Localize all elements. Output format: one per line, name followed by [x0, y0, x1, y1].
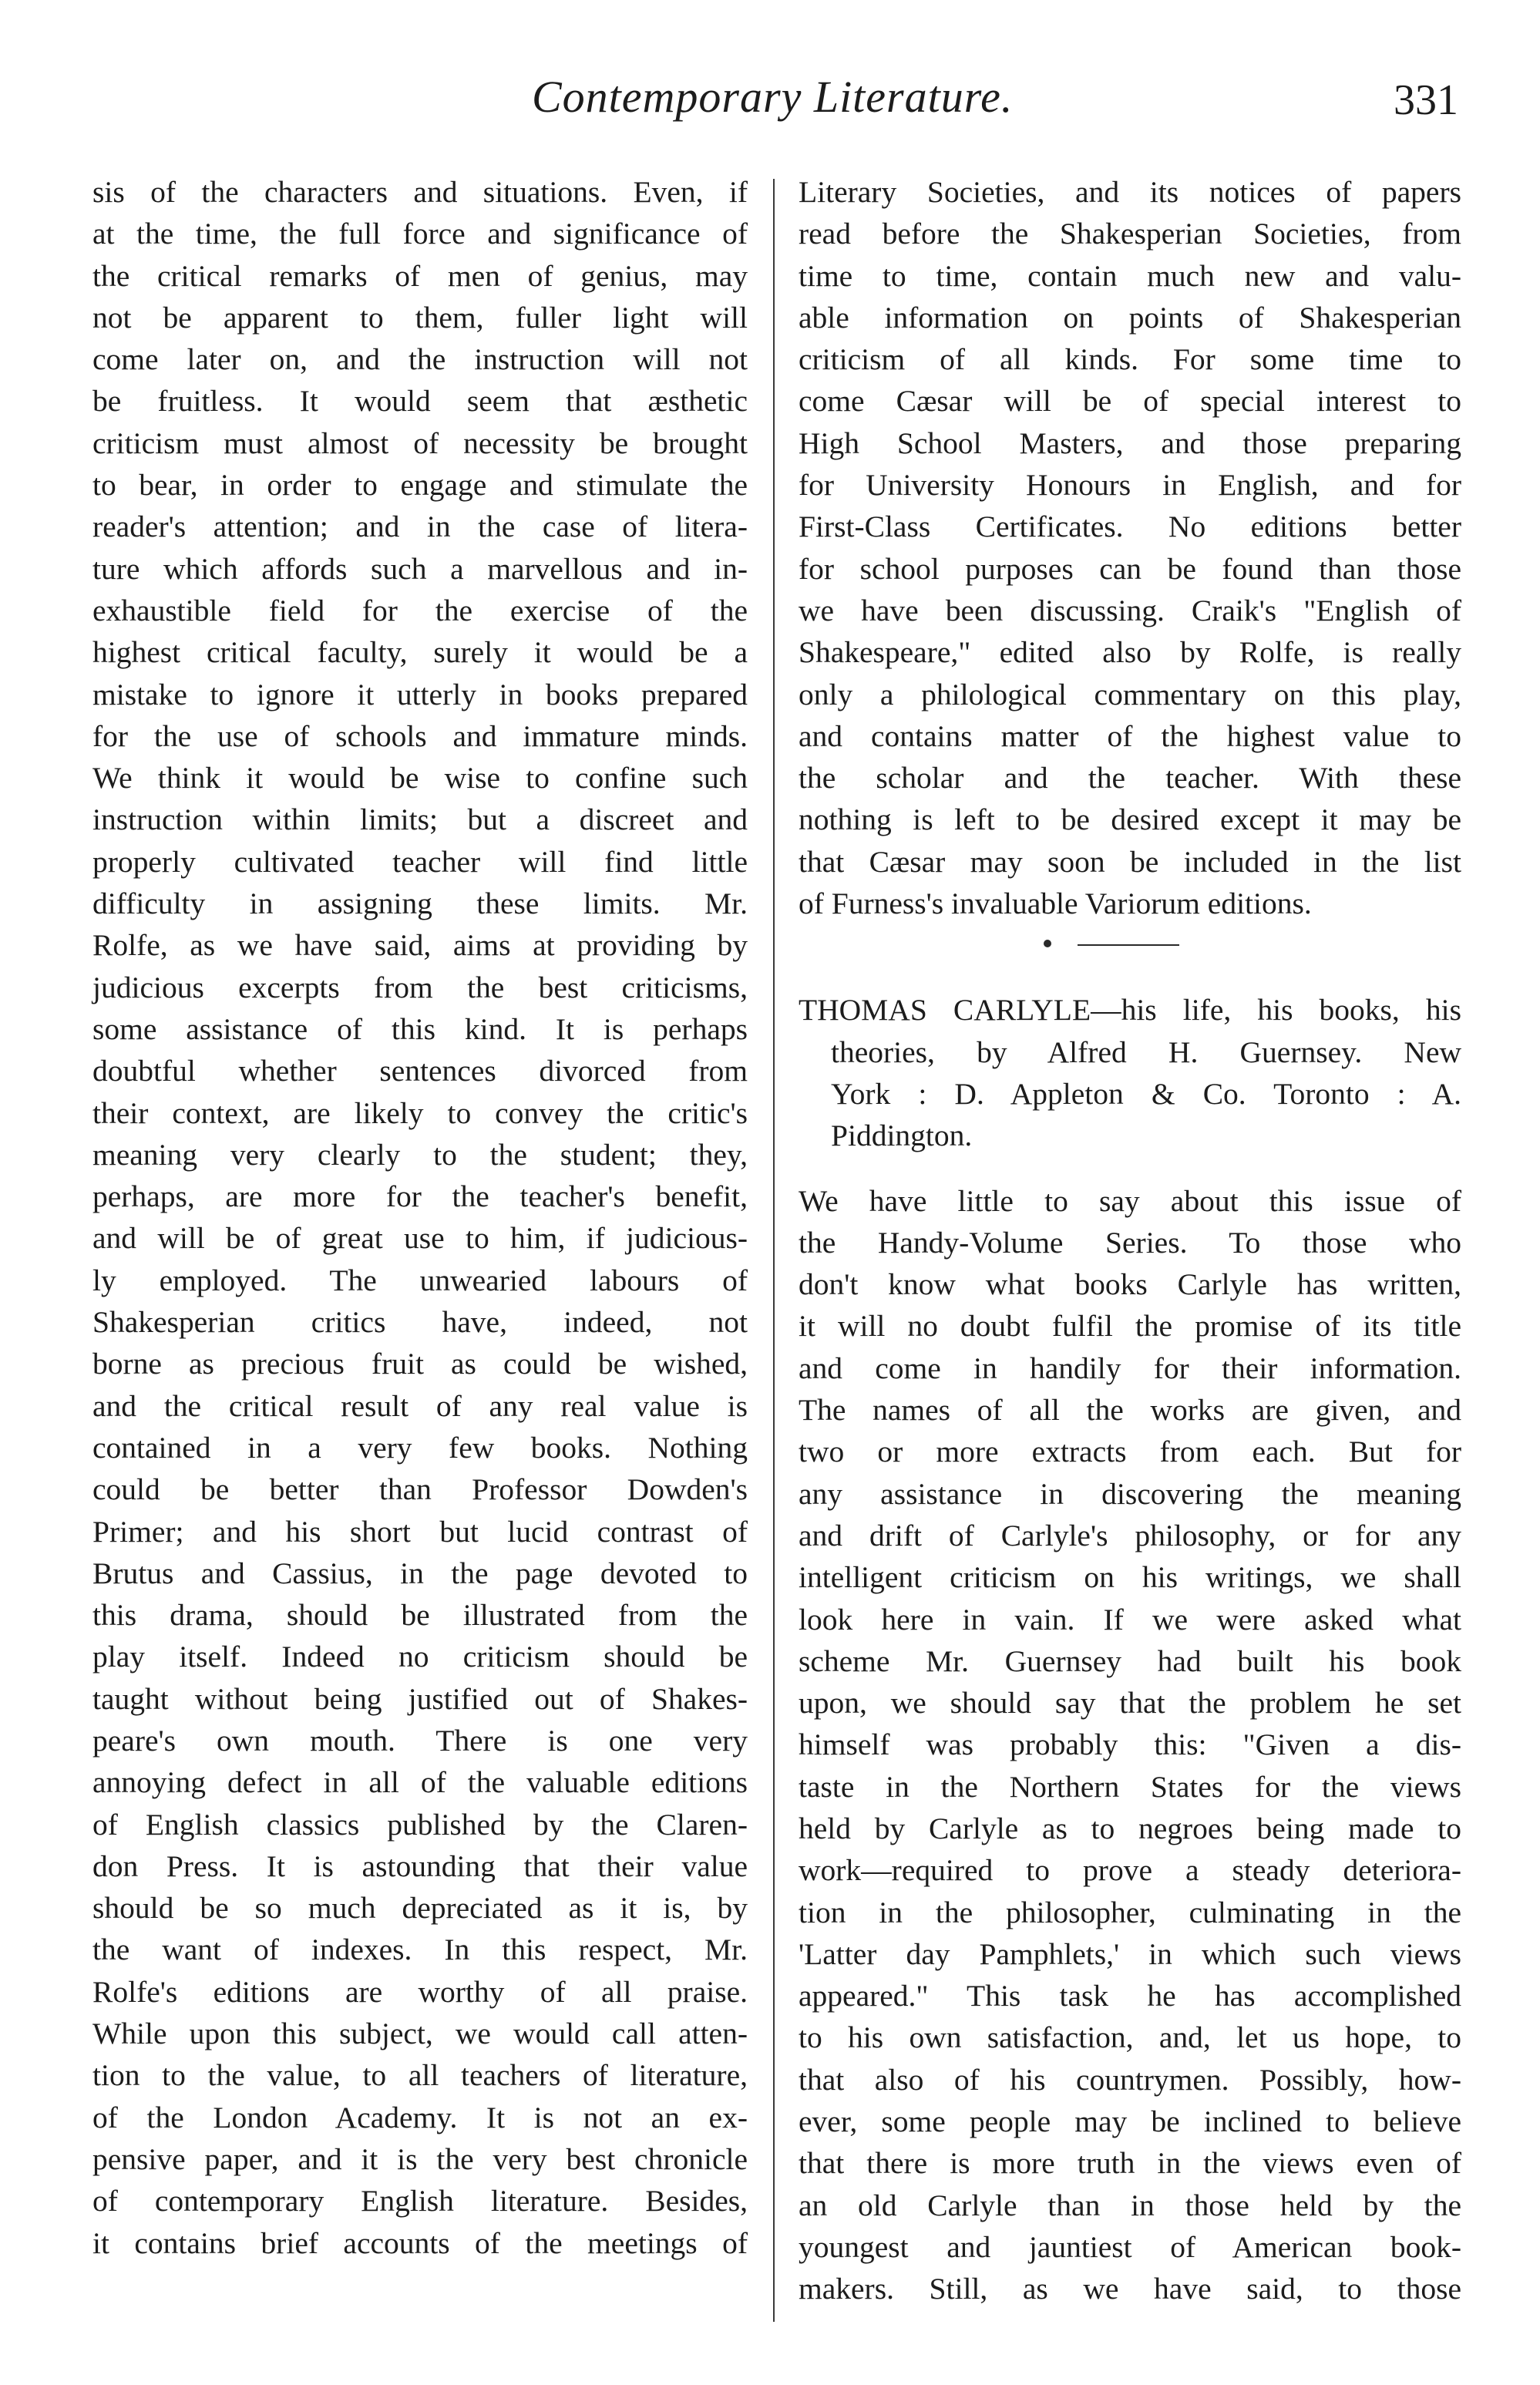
text-line: nothing is left to be desired except it may be — [799, 802, 1461, 837]
text-line: we have been discussing. Craik's "English of — [799, 593, 1461, 627]
text-line: makers. Still, as we have said, to those — [799, 2272, 1461, 2306]
text-line: pensive paper, and it is the very best chronicle — [92, 2141, 748, 2176]
text-line: peare's own mouth. There is one very — [92, 1723, 748, 1758]
text-line: held by Carlyle as to negroes being made to — [799, 1811, 1461, 1845]
text-line: don't know what books Carlyle has written, — [799, 1267, 1461, 1302]
text-line: to his own satisfaction, and, let us hope, to — [799, 2020, 1461, 2055]
spacer — [799, 966, 1461, 989]
text-line: and will be of great use to him, if judicious- — [92, 1221, 748, 1256]
text-line: ever, some people may be inclined to believe — [799, 2104, 1461, 2139]
text-line: High School Masters, and those preparing — [799, 426, 1461, 460]
text-line: THOMAS CARLYLE—his life, his books, his — [799, 993, 1461, 1028]
text-line: should be so much depreciated as it is, by — [92, 1891, 748, 1926]
text-line: contained in a very few books. Nothing — [92, 1430, 748, 1465]
right-column — [799, 171, 1461, 2310]
text-line: at the time, the full force and significance of — [92, 217, 748, 251]
text-line: that there is more truth in the views even of — [799, 2146, 1461, 2181]
left-column — [92, 171, 748, 2264]
text-line: taste in the Northern States for the views — [799, 1769, 1461, 1804]
text-line: it will no doubt fulfil the promise of its title — [799, 1309, 1461, 1344]
text-line: perhaps, are more for the teacher's benefit, — [92, 1179, 748, 1214]
text-line: scheme Mr. Guernsey had built his book — [799, 1643, 1461, 1678]
text-line: look here in vain. If we were asked what — [799, 1602, 1461, 1637]
divider-dot — [1044, 940, 1051, 947]
text-line: Piddington. — [831, 1118, 973, 1153]
text-line: We have little to say about this issue of — [799, 1183, 1461, 1218]
text-line: this drama, should be illustrated from the — [92, 1598, 748, 1633]
spacer — [799, 1157, 1461, 1180]
text-line: judicious excerpts from the best criticisms, — [92, 970, 748, 1004]
text-line: properly cultivated teacher will find little — [92, 844, 748, 879]
text-line: and the critical result of any real value is — [92, 1388, 748, 1423]
text-line: time to time, contain much new and valu- — [799, 258, 1461, 293]
review-heading — [799, 989, 1461, 1156]
text-line: could be better than Professor Dowden's — [92, 1472, 748, 1507]
text-line: appeared." This task he has accomplished — [799, 1979, 1461, 2013]
text-line: youngest and jauntiest of American book- — [799, 2229, 1461, 2264]
text-line: borne as precious fruit as could be wished, — [92, 1347, 748, 1381]
text-line: 'Latter day Pamphlets,' in which such views — [799, 1936, 1461, 1971]
text-line: Brutus and Cassius, in the page devoted to — [92, 1556, 748, 1590]
text-line: tion to the value, to all teachers of literature, — [92, 2058, 748, 2093]
text-line: Literary Societies, and its notices of papers — [799, 175, 1461, 209]
text-line: work—required to prove a steady deteriora- — [799, 1853, 1461, 1888]
text-line: intelligent criticism on his writings, we shall — [799, 1560, 1461, 1595]
text-line: annoying defect in all of the valuable editions — [92, 1765, 748, 1800]
paragraph-carlyle-review — [799, 1180, 1461, 2310]
text-line: only a philological commentary on this play, — [799, 677, 1461, 711]
column-divider — [773, 179, 775, 2322]
text-line: come Cæsar will be of special interest to — [799, 384, 1461, 419]
page-number: 331 — [1394, 76, 1458, 124]
text-line: We think it would be wise to confine such — [92, 761, 748, 796]
text-line: tion in the philosopher, culminating in the — [799, 1895, 1461, 1929]
text-line: for the use of schools and immature minds. — [92, 718, 748, 753]
text-line: and contains matter of the highest value to — [799, 718, 1461, 753]
text-line: the Handy-Volume Series. To those who — [799, 1225, 1461, 1260]
text-line: of the London Academy. It is not an ex- — [92, 2100, 748, 2134]
text-line: exhaustible field for the exercise of the — [92, 593, 748, 627]
text-line: for University Honours in English, and for — [799, 468, 1461, 503]
text-line: it contains brief accounts of the meetings of — [92, 2225, 748, 2260]
text-line: and come in handily for their information. — [799, 1351, 1461, 1385]
text-line: come later on, and the instruction will not — [92, 342, 748, 377]
text-line: While upon this subject, we would call atten- — [92, 2017, 748, 2051]
text-line: ly employed. The unwearied labours of — [92, 1263, 748, 1297]
text-line: sis of the characters and situations. Even, if — [92, 175, 748, 209]
text-line: doubtful whether sentences divorced from — [92, 1054, 748, 1088]
text-line: ture which affords such a marvellous and in- — [92, 551, 748, 586]
text-line: be fruitless. It would seem that æsthetic — [92, 384, 748, 419]
text-line: criticism must almost of necessity be brought — [92, 426, 748, 460]
text-line: of contemporary English literature. Besides, — [92, 2184, 748, 2218]
text-line: that also of his countrymen. Possibly, how- — [799, 2062, 1461, 2097]
text-line: able information on points of Shakesperian — [799, 300, 1461, 335]
text-line: meaning very clearly to the student; they, — [92, 1137, 748, 1172]
text-line: highest critical faculty, surely it would be a — [92, 635, 748, 670]
paragraph-shakespeare-editions — [799, 171, 1461, 924]
text-line: Shakesperian critics have, indeed, not — [92, 1305, 748, 1340]
text-line: difficulty in assigning these limits. Mr. — [92, 886, 748, 921]
text-line: the critical remarks of men of genius, may — [92, 258, 748, 293]
text-line: and drift of Carlyle's philosophy, or for any — [799, 1518, 1461, 1552]
text-line: Rolfe's editions are worthy of all praise. — [92, 1974, 748, 2009]
text-line: instruction within limits; but a discreet and — [92, 802, 748, 837]
text-line: their context, are likely to convey the critic's — [92, 1095, 748, 1130]
text-line: Shakespeare," edited also by Rolfe, is really — [799, 635, 1461, 670]
text-line: First-Class Certificates. No editions better — [799, 510, 1461, 544]
text-line: upon, we should say that the problem he set — [799, 1686, 1461, 1721]
text-line: theories, by Alfred H. Guernsey. New — [831, 1034, 1461, 1069]
divider-rule — [1078, 944, 1179, 946]
text-line: York : D. Appleton & Co. Toronto : A. — [831, 1076, 1461, 1111]
text-line: Rolfe, as we have said, aims at providing by — [92, 928, 748, 963]
text-line: reader's attention; and in the case of litera- — [92, 510, 748, 544]
text-line: of Furness's invaluable Variorum editions. — [799, 886, 1312, 921]
text-line: two or more extracts from each. But for — [799, 1435, 1461, 1469]
section-divider — [799, 924, 1461, 966]
text-line: read before the Shakesperian Societies, from — [799, 217, 1461, 251]
text-line: to bear, in order to engage and stimulate the — [92, 468, 748, 503]
text-line: don Press. It is astounding that their value — [92, 1848, 748, 1883]
running-title: Contemporary Literature. — [532, 72, 1014, 122]
text-line: play itself. Indeed no criticism should be — [92, 1640, 748, 1674]
running-head — [0, 71, 1540, 133]
text-line: The names of all the works are given, and — [799, 1393, 1461, 1428]
text-line: that Cæsar may soon be included in the list — [799, 844, 1461, 879]
text-line: an old Carlyle than in those held by the — [799, 2188, 1461, 2222]
text-line: of English classics published by the Claren- — [92, 1807, 748, 1842]
text-line: some assistance of this kind. It is perhaps — [92, 1011, 748, 1046]
text-line: the scholar and the teacher. With these — [799, 761, 1461, 796]
text-line: any assistance in discovering the meaning — [799, 1476, 1461, 1511]
text-line: for school purposes can be found than those — [799, 551, 1461, 586]
text-line: mistake to ignore it utterly in books prepared — [92, 677, 748, 711]
text-line: taught without being justified out of Shakes- — [92, 1681, 748, 1716]
text-line: himself was probably this: "Given a dis- — [799, 1727, 1461, 1762]
text-line: criticism of all kinds. For some time to — [799, 342, 1461, 377]
text-line: Primer; and his short but lucid contrast of — [92, 1514, 748, 1549]
text-line: the want of indexes. In this respect, Mr. — [92, 1933, 748, 1967]
text-line: not be apparent to them, fuller light will — [92, 300, 748, 335]
